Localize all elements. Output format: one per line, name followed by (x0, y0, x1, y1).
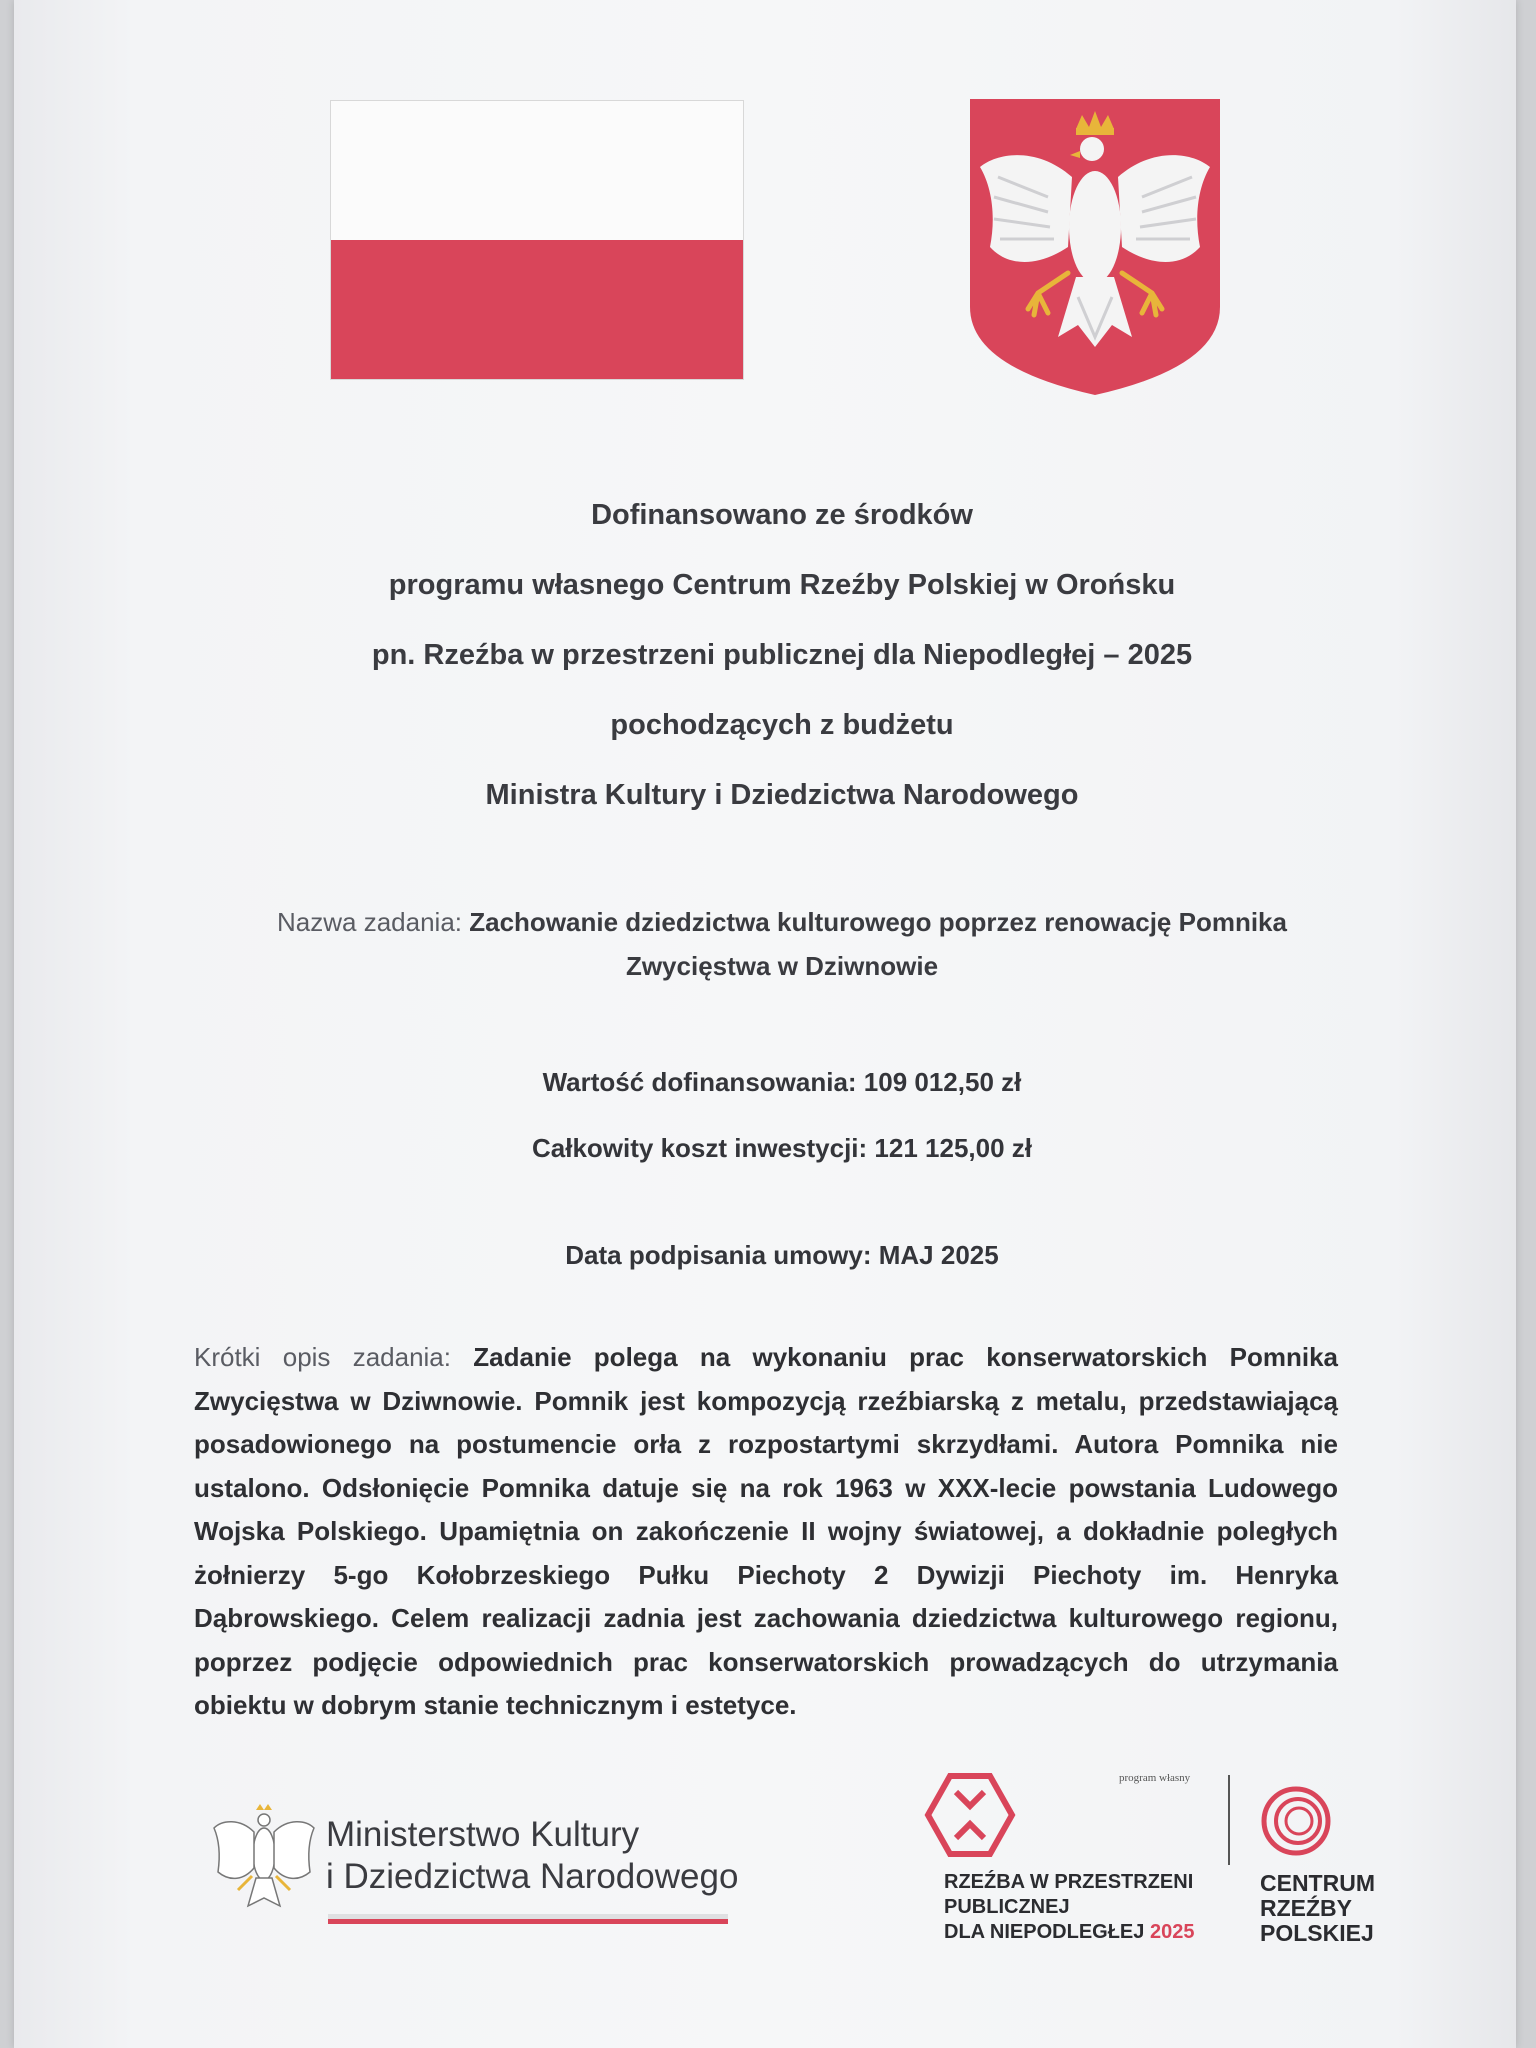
funding-amount: Wartość dofinansowania: 109 012,50 zł (542, 1067, 1022, 1097)
task-description (194, 1336, 1338, 1728)
flag-red-stripe (331, 240, 743, 379)
heading-line-2: programu własnego Centrum Rzeźby Polskiej w Orońsku (388, 569, 1176, 601)
task-name-label: Nazwa zadania: (277, 907, 463, 937)
program-name (944, 1870, 1194, 1945)
centrum-name-line-2: RZEŹBY (1260, 1895, 1352, 1921)
flag-white-stripe (331, 101, 743, 240)
polish-flag (330, 100, 744, 380)
heading-line-5: Ministra Kultury i Dziedzictwa Narodowego (485, 779, 1079, 811)
program-name-line-1: RZEŹBA W PRZESTRZENI (944, 1871, 1194, 1893)
signing-date: Data podpisania umowy: MAJ 2025 (565, 1240, 999, 1270)
ministry-eagle-icon (210, 1802, 318, 1918)
heading-line-3: pn. Rzeźba w przestrzeni publicznej dla Niepodległej – 2025 (371, 639, 1193, 671)
ministry-flag-bar (328, 1914, 728, 1924)
heading-line-4: pochodzących z budżetu (610, 709, 954, 741)
ministry-name-line-1: Ministerstwo Kultury (326, 1815, 640, 1854)
centrum-name-line-1: CENTRUM (1260, 1870, 1375, 1896)
centrum-name (1260, 1871, 1375, 1946)
task-description-text: Zadanie polega na wykonaniu prac konserwatorskich Pomnika Zwycięstwa w Dziwnowie. Pomnik jest kompozycją rzeźbiarską z metalu, przedstawiającą posadowionego na postumencie orła z rozpostartymi skrzydłami. Autora Pomnika nie ustalono. Odsłonięcie Pomnika datuje się na rok 1963 w XXX-lecie powstania Ludowego Wojska Polskiego. Upamiętnia on zakończenie II wojny światowej, a dokładnie poległych żołnierzy 5-go Kołobrzeskiego Pułku Piechoty 2 Dywizji Piechoty im. Henryka Dąbrowskiego. Celem realizacji zadnia jest zachowania dziedzictwa kulturowego regionu, poprzez podjęcie odpowiednich prac konserwatorskich prowadzących do utrzymania obiektu w dobrym stanie technicznym i estetyce. (194, 1342, 1339, 1720)
funding-heading (14, 490, 1536, 840)
task-description-label: Krótki opis zadania: (194, 1342, 451, 1372)
centrum-rzezby-logo-icon (1260, 1785, 1332, 1857)
program-name-line-2: PUBLICZNEJ (944, 1896, 1070, 1918)
program-name-line-3 (944, 1920, 1194, 1945)
polish-coat-of-arms-icon (968, 97, 1222, 397)
task-name (244, 900, 1320, 988)
program-tag: program własny (1119, 1772, 1191, 1784)
poster-sheet (14, 0, 1516, 2048)
total-cost: Całkowity koszt inwestycji: 121 125,00 zł (531, 1133, 1032, 1163)
ministry-name-line-2: i Dziedzictwa Narodowego (326, 1857, 739, 1896)
centrum-logo (1260, 1785, 1420, 1955)
task-name-value: Zachowanie dziedzictwa kulturowego poprzez renowację Pomnika Zwycięstwa w Dziwnowie (469, 907, 1287, 981)
ministry-logo (210, 1800, 750, 1930)
program-name-line-3-text: DLA NIEPODLEGŁEJ (944, 1921, 1145, 1943)
program-logo (914, 1770, 1244, 1950)
centrum-name-line-3: POLSKIEJ (1260, 1920, 1374, 1946)
logo-divider (1228, 1775, 1230, 1865)
heading-line-1: Dofinansowano ze środków (591, 499, 973, 531)
ministry-name (326, 1814, 738, 1898)
program-year: 2025 (1149, 1921, 1195, 1943)
rzezba-program-logo-icon (922, 1770, 1018, 1860)
funding-amounts (14, 1060, 1536, 1192)
